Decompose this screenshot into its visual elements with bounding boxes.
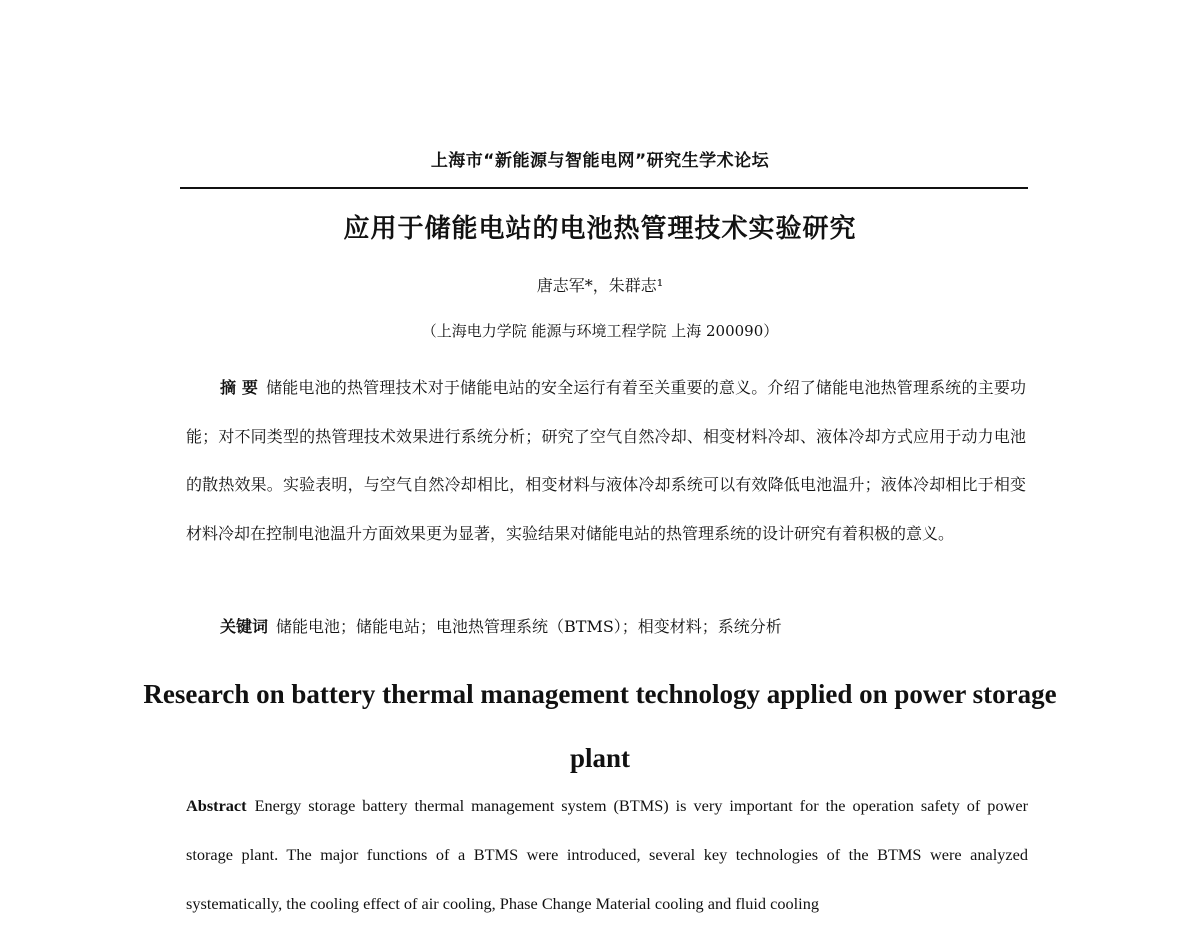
header-rule bbox=[180, 187, 1028, 189]
chinese-title: 应用于储能电站的电池热管理技术实验研究 bbox=[343, 214, 857, 244]
keywords-text: 储能电池；储能电站；电池热管理系统（BTMS）；相变材料；系统分析 bbox=[276, 617, 782, 636]
forum-header: 上海市“新能源与智能电网”研究生学术论坛 bbox=[430, 151, 770, 171]
english-abstract bbox=[186, 781, 1028, 928]
chinese-abstract-text: 储能电池的热管理技术对于储能电站的安全运行有着至关重要的意义。介绍了储能电池热管理系统的主要功能；对不同类型的热管理技术效果进行系统分析；研究了空气自然冷却、相变材料冷却、液体冷却方式应用于动力电池的散热效果。实验表明，与空气自然冷却相比，相变材料与液体冷却系统可以有效降低电池温升；液体冷却相比于相变材料冷却在控制电池温升方面效果更为显著，实验结果对储能电站的热管理系统的设计研究有着积极的意义。 bbox=[186, 378, 1026, 543]
english-abstract-label: Abstract bbox=[186, 796, 247, 815]
affiliation: （上海电力学院 能源与环境工程学院 上海 200090） bbox=[421, 322, 779, 340]
english-abstract-text: Energy storage battery thermal management system (BTMS) is very important for the operation safety of power storage plant. The major functions of a BTMS were introduced, several key technologies of the BTMS were analyzed systematically, the cooling effect of air cooling, Phase Change Material cooling and fluid cooling bbox=[186, 796, 1028, 913]
keywords-label: 关键词 bbox=[220, 617, 269, 636]
authors: 唐志军*，朱群志¹ bbox=[536, 276, 664, 295]
english-title: Research on battery thermal management technology applied on power storage plant bbox=[143, 679, 1057, 773]
chinese-abstract-label: 摘 要 bbox=[220, 378, 259, 397]
chinese-keywords bbox=[220, 614, 1026, 637]
chinese-abstract bbox=[186, 364, 1026, 558]
